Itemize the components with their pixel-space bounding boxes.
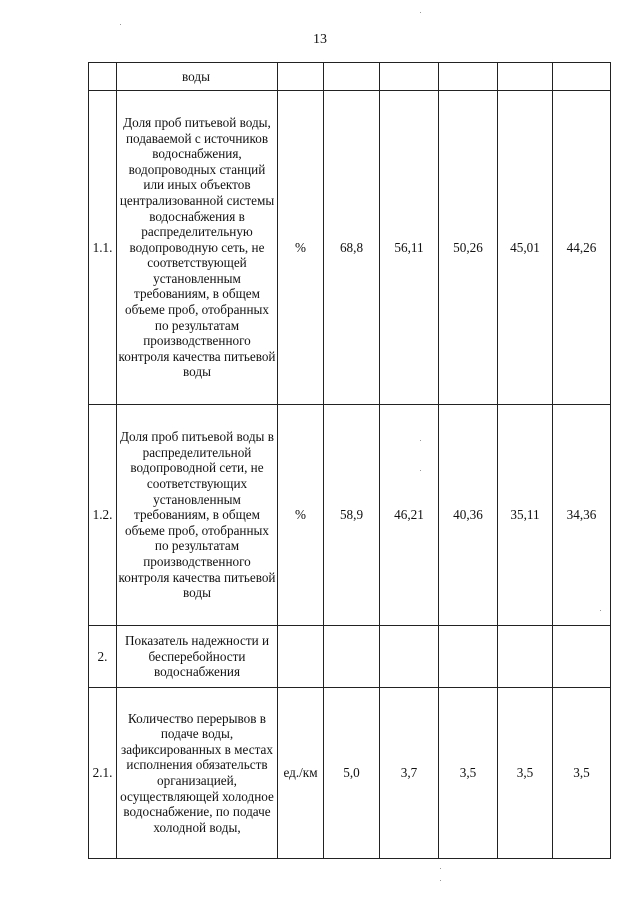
unit-cell xyxy=(278,626,324,688)
value-cell: 3,5 xyxy=(439,688,498,859)
scan-speck xyxy=(420,440,421,441)
scan-speck xyxy=(420,12,421,13)
value-cell: 5,0 xyxy=(324,688,380,859)
indicator-name: Доля проб питьевой воды, подаваемой с источников водоснабжения, водопроводных станций или иных объектов централизованной системы водоснабжения в распределительную водопроводную сеть, не соответствующей установленным требованиям, в общем объеме проб, отобранных по результатам производственного контроля качества питьевой воды xyxy=(117,91,278,405)
scan-speck xyxy=(600,610,601,611)
row-number: 2.1. xyxy=(89,688,117,859)
table-row xyxy=(89,91,611,405)
value-cell xyxy=(553,63,611,91)
value-cell xyxy=(439,63,498,91)
row-number: 1.2. xyxy=(89,405,117,626)
value-cell: 45,01 xyxy=(498,91,553,405)
unit-cell xyxy=(278,63,324,91)
value-cell: 50,26 xyxy=(439,91,498,405)
value-cell xyxy=(324,626,380,688)
value-cell: 3,5 xyxy=(553,688,611,859)
row-number xyxy=(89,63,117,91)
scan-speck xyxy=(440,868,441,869)
value-cell xyxy=(498,63,553,91)
value-cell: 46,21 xyxy=(380,405,439,626)
indicator-name: Показатель надежности и бесперебойности водоснабжения xyxy=(117,626,278,688)
scan-speck xyxy=(420,470,421,471)
value-cell xyxy=(380,626,439,688)
row-number: 2. xyxy=(89,626,117,688)
value-cell xyxy=(439,626,498,688)
unit-cell: % xyxy=(278,405,324,626)
indicator-name: Количество перерывов в подаче воды, зафиксированных в местах исполнения обязательств организацией, осуществляющей холодное водоснабжение, по подаче холодной воды, xyxy=(117,688,278,859)
indicator-name: воды xyxy=(117,63,278,91)
table-row xyxy=(89,626,611,688)
value-cell xyxy=(324,63,380,91)
table-row xyxy=(89,63,611,91)
table-row xyxy=(89,405,611,626)
value-cell: 68,8 xyxy=(324,91,380,405)
page-number: 13 xyxy=(313,32,327,47)
indicators-table xyxy=(88,62,611,859)
scan-speck xyxy=(440,880,441,881)
unit-cell: ед./км xyxy=(278,688,324,859)
value-cell: 40,36 xyxy=(439,405,498,626)
value-cell xyxy=(553,626,611,688)
value-cell: 44,26 xyxy=(553,91,611,405)
table-row xyxy=(89,688,611,859)
value-cell: 34,36 xyxy=(553,405,611,626)
value-cell xyxy=(498,626,553,688)
value-cell: 56,11 xyxy=(380,91,439,405)
value-cell xyxy=(380,63,439,91)
scan-speck xyxy=(120,24,121,25)
value-cell: 3,5 xyxy=(498,688,553,859)
row-number: 1.1. xyxy=(89,91,117,405)
unit-cell: % xyxy=(278,91,324,405)
value-cell: 3,7 xyxy=(380,688,439,859)
value-cell: 35,11 xyxy=(498,405,553,626)
value-cell: 58,9 xyxy=(324,405,380,626)
indicator-name: Доля проб питьевой воды в распределительной водопроводной сети, не соответствующих установленным требованиям, в общем объеме проб, отобранных по результатам производственного контроля качества питьевой воды xyxy=(117,405,278,626)
